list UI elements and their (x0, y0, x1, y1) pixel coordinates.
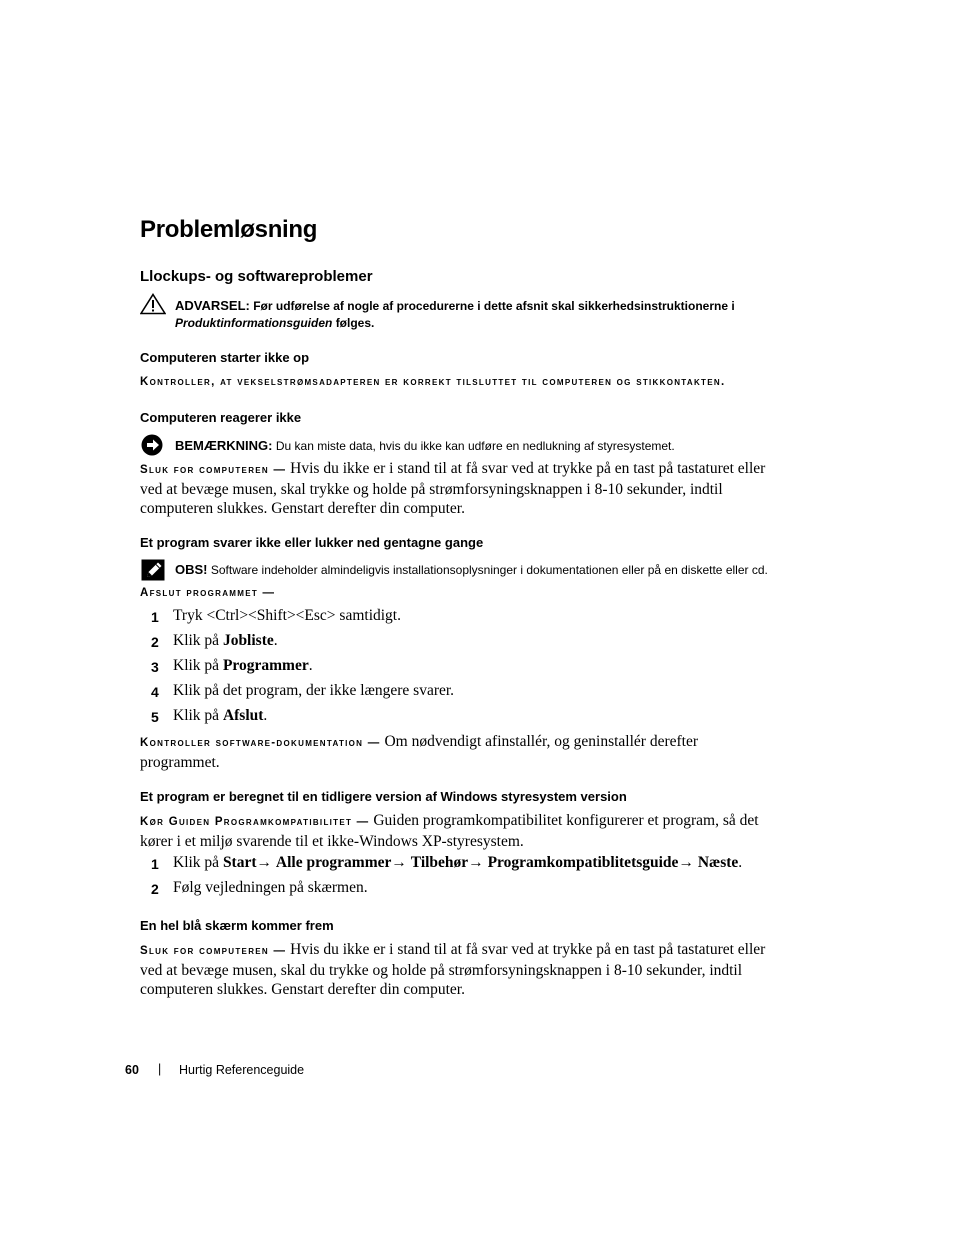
warning-label: ADVARSEL: (175, 298, 250, 313)
para-line: programmet. (140, 754, 220, 771)
step-number: 2 (151, 881, 159, 897)
notice-arrow-icon (141, 434, 165, 456)
para-line: kører i et miljø svarende til et ikke-Windows XP-styresystem. (140, 833, 524, 850)
step-number: 4 (151, 684, 159, 700)
paragraph-kontroller-software (140, 732, 820, 772)
para-line: Hvis du ikke er i stand til at få svar ved at trykke på en tast på tastaturet eller (290, 941, 766, 958)
note-label: OBS! (175, 562, 208, 577)
step-number: 1 (151, 856, 159, 872)
step-number: 3 (151, 659, 159, 675)
paragraph-guiden (140, 811, 820, 851)
step-text: Klik på Start→ Alle programmer→ Tilbehør→ Programkompatiblitetsguide→ Næste. (173, 854, 743, 871)
step-number: 5 (151, 709, 159, 725)
para-line: ved at bevæge musen, skal trykke og holde på strømforsyningsknappen i 8-10 sekunder, indtil (140, 481, 723, 498)
lead-afslut: Afslut programmet — (140, 587, 276, 599)
warning-triangle-icon (140, 293, 166, 315)
paragraph-sluk-2 (140, 940, 820, 999)
para-line: computeren slukkes. Genstart derefter din computer. (140, 500, 465, 517)
step-text: Tryk <Ctrl><Shift><Esc> samtidigt. (173, 607, 401, 624)
warning-text: Før udførelse af nogle af procedurerne i dette afsnit skal sikkerhedsinstruktionerne i (253, 299, 735, 313)
note-text: Software indeholder almindeligvis installationsoplysninger i dokumentationen eller på en diskette eller cd. (210, 563, 768, 577)
step-text: Følg vejledningen på skærmen. (173, 879, 368, 896)
subheading-tidligere-version: Et program er beregnet til en tidligere version af Windows styresystem version (140, 789, 627, 804)
subheading-program-svarer-ikke: Et program svarer ikke eller lukker ned gentagne gange (140, 535, 484, 550)
para-line: ved at bevæge musen, skal du trykke og holde på strømforsyningsknappen i 8-10 sekunder, indtil (140, 962, 743, 979)
notice-bemaerkning (175, 437, 815, 455)
subheading-reagerer-ikke: Computeren reagerer ikke (140, 410, 302, 425)
step-text: Klik på det program, der ikke længere svarer. (173, 682, 455, 699)
note-obs (175, 561, 825, 579)
section-title: Llockups- og softwareproblemer (140, 268, 373, 285)
subheading-starter-ikke: Computeren starter ikke op (140, 350, 310, 365)
page-title: Problemløsning (140, 216, 318, 243)
footer-title: Hurtig Referenceguide (179, 1063, 305, 1077)
lead-kontroller-adapter: Kontroller, at vekselstrømsadapteren er korrekt tilsluttet til computeren og stikkontakten. (140, 376, 726, 388)
warning-italic: Produktinformationsguiden (175, 316, 333, 330)
warning-notice (175, 297, 815, 332)
page-number: 60 (125, 1063, 139, 1077)
para-line: Om nødvendigt afinstallér, og geninstallér derefter (384, 733, 699, 750)
notice-text: Du kan miste data, hvis du ikke kan udføre en nedlukning af styresystemet. (275, 439, 675, 453)
lead-guiden: Kør Guiden Programkompatibilitet — (140, 816, 370, 828)
warning-text-end: følges. (335, 316, 375, 330)
paragraph-sluk-1 (140, 459, 820, 518)
para-line: Guiden programkompatibilitet konfigurerer et program, så det (373, 812, 759, 829)
step-number: 1 (151, 609, 159, 625)
lead-sluk: Sluk for computeren — (140, 945, 287, 957)
subheading-blaa-skaerm: En hel blå skærm kommer frem (140, 918, 334, 933)
step-text: Klik på Afslut. (173, 707, 268, 724)
step-number: 2 (151, 634, 159, 650)
step-text: Klik på Jobliste. (173, 632, 278, 649)
para-line: computeren slukkes. Genstart derefter din computer. (140, 981, 465, 998)
notice-label: BEMÆRKNING: (175, 438, 273, 453)
lead-sluk: Sluk for computeren — (140, 464, 287, 476)
para-line: Hvis du ikke er i stand til at få svar ved at trykke på en tast på tastaturet eller (290, 460, 766, 477)
lead-kontroller-software: Kontroller software-dokumentation — (140, 737, 381, 749)
step-text: Klik på Programmer. (173, 657, 313, 674)
footer-separator: | (158, 1062, 162, 1076)
note-pencil-icon (141, 559, 165, 581)
